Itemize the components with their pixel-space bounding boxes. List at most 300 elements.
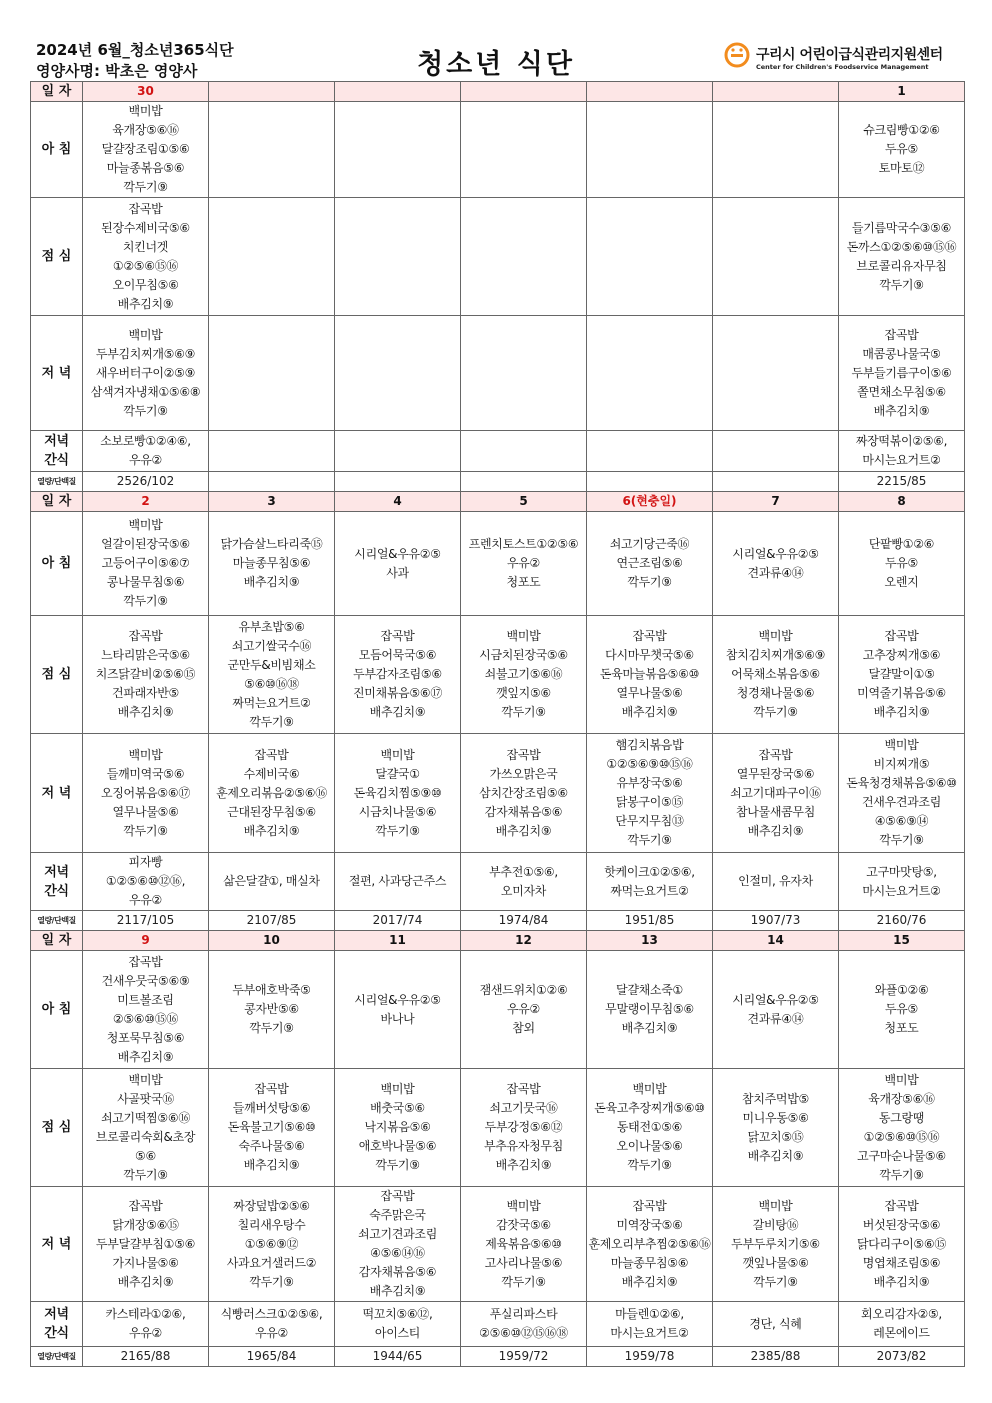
dinner-cell [335, 1187, 461, 1302]
menu-line: 무말랭이무침⑤⑥ [605, 1002, 694, 1016]
snack-cell [335, 853, 461, 911]
date-cell: 30 [83, 82, 209, 102]
dinner-cell [461, 734, 587, 853]
menu-line: 청포도 [506, 575, 541, 589]
dinner-cell [83, 316, 209, 431]
menu-line: 소보로빵①②④⑥, [100, 434, 191, 448]
menu-line: 건새우견과조림 [861, 795, 942, 809]
breakfast-cell [335, 951, 461, 1069]
kcal-cell: 1951/85 [587, 911, 713, 931]
menu-line: 돈육불고기⑤⑥⑩ [227, 1120, 316, 1134]
lunch-cell [461, 616, 587, 734]
menu-line: 깻잎지⑤⑥ [496, 686, 551, 700]
snack-cell [335, 431, 461, 472]
date-cell [713, 82, 839, 102]
breakfast-row [31, 102, 965, 198]
menu-line: 깍두기⑨ [501, 1274, 546, 1289]
menu-line: 백미밥 [632, 1082, 667, 1096]
menu-line: 견과류④⑭ [747, 1011, 804, 1026]
menu-line: 백미밥 [128, 1072, 163, 1087]
date-cell: 7 [713, 492, 839, 512]
kcal-cell: 1907/73 [713, 911, 839, 931]
menu-line: 고구마맛탕⑤, [866, 864, 937, 879]
menu-line: 잡곡밥 [128, 201, 163, 216]
menu-line: ④⑤⑥⑭⑯ [370, 1246, 425, 1260]
date-row [31, 82, 965, 102]
menu-line: 떡꼬치⑤⑥⑫, [362, 1307, 433, 1321]
snack-cell [587, 1302, 713, 1347]
breakfast-cell [209, 102, 335, 198]
snack-cell [209, 853, 335, 911]
menu-line: 청포묵무침⑤⑥ [106, 1030, 185, 1045]
menu-line: 참치주먹밥⑤ [742, 1091, 809, 1106]
lunch-cell [335, 1069, 461, 1187]
menu-line: 닭개장⑤⑥⑮ [112, 1217, 179, 1232]
dinner-cell [839, 316, 965, 431]
snack-cell [713, 853, 839, 911]
snack-cell [839, 853, 965, 911]
menu-line: 훈제오리부추찜②⑤⑥⑯ [588, 1236, 711, 1251]
center-name: 구리시 어린이급식관리지원센터 [756, 47, 943, 63]
lunch-row-label: 점 심 [31, 616, 83, 734]
breakfast-cell [209, 512, 335, 616]
dinner-row [31, 1187, 965, 1302]
menu-line: 부추전①⑤⑥, [489, 864, 558, 879]
menu-line: 잡곡밥 [884, 327, 919, 342]
dinner-row-label: 저 녁 [31, 316, 83, 431]
menu-line: 깍두기⑨ [627, 833, 672, 847]
menu-line: 백미밥 [380, 747, 415, 762]
menu-line: 고추장찌개⑤⑥ [862, 648, 941, 662]
menu-line: 배추김치⑨ [243, 823, 300, 838]
menu-line: 배추김치⑨ [117, 705, 174, 719]
menu-line: 백미밥 [758, 1198, 793, 1213]
menu-line: 배추김치⑨ [747, 823, 804, 838]
menu-line: 두부김치찌개⑤⑥⑨ [95, 346, 196, 361]
page-title: 청소년 식단 [417, 49, 575, 80]
menu-line: 유부초밥⑤⑥ [238, 619, 305, 634]
menu-line: 배추김치⑨ [495, 823, 552, 838]
kcal-cell: 2385/88 [713, 1347, 839, 1367]
breakfast-cell [713, 102, 839, 198]
kcal-cell: 2160/76 [839, 911, 965, 931]
menu-line: 식빵러스크①②⑤⑥, [220, 1307, 323, 1321]
menu-line: 달걀국① [375, 766, 420, 781]
menu-line: 미트볼조림 [117, 992, 174, 1007]
menu-line: ①⑤⑥⑨⑫ [244, 1236, 299, 1251]
dinner-cell [209, 316, 335, 431]
menu-line: 깍두기⑨ [627, 1158, 672, 1172]
menu-line: 닭다리구이⑤⑥⑮ [856, 1236, 947, 1251]
kcal-cell [335, 472, 461, 492]
menu-line: 잡곡밥 [506, 747, 541, 762]
menu-line: 깍두기⑨ [249, 1274, 294, 1289]
menu-line: 쇠고기뭇국⑯ [489, 1101, 558, 1115]
menu-line: 삼색겨자냉채①⑤⑥⑧ [90, 384, 201, 399]
lunch-cell [713, 616, 839, 734]
menu-line: 닭봉구이⑤⑮ [615, 795, 684, 809]
menu-line: 미니우동⑤⑥ [742, 1110, 809, 1125]
date-cell: 9 [83, 931, 209, 951]
lunch-cell [335, 198, 461, 316]
snack-cell [83, 1302, 209, 1347]
kcal-row-label: 열량/단백질 [31, 911, 83, 931]
snack-cell [839, 431, 965, 472]
breakfast-cell [461, 102, 587, 198]
menu-line: 배추김치⑨ [873, 705, 930, 719]
menu-line: 깍두기⑨ [753, 705, 798, 719]
menu-line: 짜장떡볶이②⑤⑥, [855, 434, 948, 448]
menu-line: 토마토⑫ [878, 161, 925, 175]
menu-line: 깍두기⑨ [123, 1167, 168, 1182]
menu-line: 고사리나물⑤⑥ [484, 1255, 563, 1270]
breakfast-cell [335, 102, 461, 198]
dinner-cell [209, 734, 335, 853]
snack-cell [461, 431, 587, 472]
menu-line: 프렌치토스트①②⑤⑥ [468, 537, 579, 551]
menu-line: 참나물새콤무침 [735, 804, 816, 819]
menu-line: 가지나물⑤⑥ [112, 1255, 179, 1270]
menu-line: 명엽채조림⑤⑥ [862, 1255, 941, 1270]
menu-line: 깍두기⑨ [249, 1021, 294, 1035]
breakfast-row-label: 아 침 [31, 512, 83, 616]
menu-line: 참치김치찌개⑤⑥⑨ [725, 648, 826, 662]
menu-line: 배추김치⑨ [117, 1049, 174, 1064]
dinner-cell [461, 316, 587, 431]
menu-line: 치즈닭갈비②⑤⑥⑮ [95, 667, 196, 681]
menu-line: 건파래자반⑤ [112, 686, 179, 700]
menu-line: 마시는요거트② [862, 453, 941, 467]
menu-line: 두부달걀부침①⑤⑥ [95, 1236, 196, 1251]
menu-line: 두유⑤ [884, 556, 919, 570]
snack-cell [713, 1302, 839, 1347]
breakfast-cell [713, 951, 839, 1069]
menu-line: 마시는요거트② [862, 883, 941, 898]
kcal-row [31, 472, 965, 492]
dinner-row-label: 저 녁 [31, 1187, 83, 1302]
date-cell [461, 82, 587, 102]
menu-line: 쇠고기떡찜⑤⑥⑯ [100, 1110, 191, 1125]
menu-line: 두부두루치기⑤⑥ [731, 1236, 820, 1251]
dinner-cell [713, 316, 839, 431]
menu-line: 배추김치⑨ [495, 1158, 552, 1172]
menu-line: 육개장⑤⑥⑯ [868, 1091, 935, 1106]
menu-line: 열무나물⑤⑥ [616, 686, 683, 700]
snack-cell [587, 853, 713, 911]
menu-line: 배추김치⑨ [243, 1158, 300, 1172]
lunch-row-label: 점 심 [31, 1069, 83, 1187]
lunch-cell [713, 198, 839, 316]
menu-line: 잡곡밥 [632, 1198, 667, 1213]
menu-line: 갈비탕⑯ [752, 1217, 799, 1232]
menu-line: 오이나물⑤⑥ [616, 1139, 683, 1153]
snack-row-label: 저녁 간식 [31, 431, 83, 472]
menu-line: 들깨미역국⑤⑥ [106, 766, 185, 781]
menu-line: 오이무침⑤⑥ [112, 277, 179, 292]
menu-line: 짜먹는요거트② [610, 883, 689, 898]
date-cell [587, 82, 713, 102]
menu-line: 우유② [128, 1326, 163, 1340]
breakfast-cell [587, 102, 713, 198]
menu-line: 쫄면채소무침⑤⑥ [857, 384, 946, 399]
menu-line: 배추김치⑨ [243, 575, 300, 589]
kcal-cell: 2107/85 [209, 911, 335, 931]
menu-line: 쇠고기쌀국수⑯ [231, 638, 312, 653]
menu-line: 배추김치⑨ [621, 1274, 678, 1289]
menu-line: 된장수제비국⑤⑥ [101, 220, 190, 235]
menu-line: 잡곡밥 [128, 954, 163, 969]
menu-line: 잡곡밥 [128, 1198, 163, 1213]
menu-line: 고구마순나물⑤⑥ [857, 1148, 946, 1163]
menu-line: 백미밥 [380, 1082, 415, 1096]
menu-line: 비지찌개⑤ [873, 757, 930, 771]
menu-line: 깻잎나물⑤⑥ [742, 1255, 809, 1270]
menu-line: 잡곡밥 [632, 629, 667, 643]
kcal-row-label: 열량/단백질 [31, 1347, 83, 1367]
lunch-cell [83, 198, 209, 316]
menu-line: 동그랑땡 [878, 1110, 925, 1125]
lunch-row-label: 점 심 [31, 198, 83, 316]
menu-line: 시금치나물⑤⑥ [358, 804, 437, 819]
lunch-cell [335, 616, 461, 734]
menu-line: 닭꼬치⑤⑮ [747, 1129, 804, 1144]
snack-cell [335, 1302, 461, 1347]
menu-line: 들기름막국수③⑤⑥ [851, 220, 952, 235]
menu-line: 브로콜리숙회&초장 [95, 1129, 196, 1144]
menu-line: 배춧국⑤⑥ [370, 1101, 425, 1115]
menu-line: 두부감자조림⑤⑥ [353, 667, 442, 681]
menu-line: 와플①②⑥ [874, 983, 929, 997]
menu-line: 마늘종무침⑤⑥ [232, 556, 311, 570]
kcal-cell [461, 472, 587, 492]
menu-line: 마늘종볶음⑤⑥ [106, 161, 185, 175]
kcal-row [31, 911, 965, 931]
menu-line: 치킨너겟 [122, 239, 169, 254]
snack-cell [587, 431, 713, 472]
menu-line: 두부강정⑤⑥⑫ [484, 1120, 563, 1134]
menu-line: 수제비국⑥ [243, 766, 300, 781]
menu-line: 훈제오리볶음②⑤⑥⑯ [216, 785, 327, 800]
center-subtitle: Center for Children's Foodservice Management [756, 63, 929, 71]
menu-line: 숙주나물⑤⑥ [238, 1139, 305, 1153]
lunch-cell [83, 1069, 209, 1187]
dinner-cell [587, 1187, 713, 1302]
menu-line: 깍두기⑨ [879, 833, 924, 847]
snack-cell [839, 1302, 965, 1347]
menu-line: 깍두기⑨ [879, 277, 924, 292]
breakfast-cell [461, 951, 587, 1069]
menu-line: 감잣국⑤⑥ [496, 1217, 551, 1232]
menu-line: 백미밥 [128, 327, 163, 342]
menu-line: 돈육김치찜⑤⑨⑩ [353, 785, 442, 800]
menu-line: 오징어볶음⑤⑥⑰ [100, 785, 191, 800]
menu-line: 단무지무침⑬ [615, 814, 684, 828]
menu-line: 감자채볶음⑤⑥ [358, 1265, 437, 1279]
menu-line: 건새우뭇국⑤⑥⑨ [101, 973, 190, 988]
menu-line: 배추김치⑨ [369, 705, 426, 719]
menu-line: 카스테라①②⑥, [105, 1307, 186, 1321]
breakfast-cell [461, 512, 587, 616]
dinner-row [31, 316, 965, 431]
menu-line: 청포도 [884, 1021, 919, 1035]
snack-cell [83, 853, 209, 911]
breakfast-cell [209, 951, 335, 1069]
menu-line: 칠리새우탕수 [237, 1217, 306, 1232]
breakfast-row-label: 아 침 [31, 102, 83, 198]
menu-line: 배추김치⑨ [117, 1274, 174, 1289]
menu-line: 돈육청경채볶음⑤⑥⑩ [846, 776, 957, 790]
center-logo [724, 42, 974, 76]
menu-line: ④⑤⑥⑨⑭ [874, 814, 929, 828]
dinner-cell [83, 1187, 209, 1302]
dinner-row [31, 734, 965, 853]
menu-line: 깍두기⑨ [123, 403, 168, 418]
menu-line: 유부장국⑤⑥ [616, 776, 683, 790]
dinner-cell [335, 316, 461, 431]
dinner-cell [587, 734, 713, 853]
menu-line: 깍두기⑨ [753, 1274, 798, 1289]
menu-line: 잡곡밥 [506, 1082, 541, 1096]
menu-line: 버섯된장국⑤⑥ [862, 1217, 941, 1232]
menu-line: 돈육마늘볶음⑤⑥⑩ [599, 667, 700, 681]
breakfast-cell [83, 102, 209, 198]
menu-line: 참외 [512, 1021, 535, 1035]
menu-line: 쇠고기대파구이⑯ [730, 785, 821, 800]
date-cell: 5 [461, 492, 587, 512]
menu-line: 열무된장국⑤⑥ [736, 766, 815, 781]
kcal-cell [587, 472, 713, 492]
menu-line: 깍두기⑨ [123, 594, 168, 608]
menu-line: 가쓰오맑은국 [489, 766, 558, 781]
menu-line: 시리얼&우유②⑤ [354, 546, 441, 561]
menu-line: 우유② [128, 893, 163, 907]
breakfast-cell [839, 512, 965, 616]
menu-line: 백미밥 [884, 1072, 919, 1087]
dinner-cell [209, 1187, 335, 1302]
kcal-cell: 2017/74 [335, 911, 461, 931]
menu-line: 삶은달걀①, 매실차 [223, 874, 320, 888]
kcal-cell: 1965/84 [209, 1347, 335, 1367]
date-cell: 13 [587, 931, 713, 951]
menu-line: 깍두기⑨ [123, 823, 168, 838]
menu-line: 배추김치⑨ [747, 1148, 804, 1163]
snack-cell [713, 431, 839, 472]
lunch-cell [587, 616, 713, 734]
date-cell: 11 [335, 931, 461, 951]
menu-line: 사과 [386, 565, 409, 580]
menu-line: 콩나물무침⑤⑥ [106, 575, 185, 589]
menu-line: ②⑤⑥⑩⑮⑯ [112, 1011, 179, 1026]
menu-line: 피자빵 [128, 855, 163, 869]
menu-line: 시리얼&우유②⑤ [732, 992, 819, 1007]
menu-line: 짜장덮밥②⑤⑥ [233, 1198, 310, 1213]
menu-line: 견과류④⑭ [747, 565, 804, 580]
breakfast-cell [713, 512, 839, 616]
lunch-row [31, 616, 965, 734]
snack-row-label: 저녁 간식 [31, 1302, 83, 1347]
menu-line: 백미밥 [884, 738, 919, 752]
menu-line: 백미밥 [506, 629, 541, 643]
date-cell [335, 82, 461, 102]
menu-line: 단팥빵①②⑥ [868, 537, 935, 551]
lunch-cell [83, 616, 209, 734]
menu-line: ①②⑤⑥⑨⑩⑮⑯ [606, 757, 693, 771]
menu-line: 백미밥 [128, 747, 163, 762]
breakfast-cell [587, 951, 713, 1069]
menu-line: 잡곡밥 [380, 629, 415, 643]
menu-line: 배추김치⑨ [369, 1284, 426, 1298]
menu-line: 깍두기⑨ [879, 1167, 924, 1182]
menu-line: 아이스티 [374, 1326, 421, 1340]
dinner-row-label: 저 녁 [31, 734, 83, 853]
menu-line: 잡곡밥 [254, 747, 289, 762]
dinner-cell [587, 316, 713, 431]
menu-line: 핫케이크①②⑤⑥, [604, 864, 695, 879]
menu-line: 얼갈이된장국⑤⑥ [101, 537, 190, 551]
lunch-cell [839, 198, 965, 316]
breakfast-row [31, 512, 965, 616]
menu-line: 백미밥 [506, 1198, 541, 1213]
menu-line: 모듬어묵국⑤⑥ [358, 648, 437, 662]
menu-line: 배추김치⑨ [873, 1274, 930, 1289]
kcal-cell: 2073/82 [839, 1347, 965, 1367]
date-cell: 6(현충일) [587, 492, 713, 512]
menu-line: 숙주맑은국 [369, 1208, 426, 1222]
lunch-cell [587, 1069, 713, 1187]
date-cell: 4 [335, 492, 461, 512]
menu-line: 들깨버섯탕⑤⑥ [232, 1101, 311, 1115]
snack-cell [461, 1302, 587, 1347]
menu-line: 쇠불고기⑤⑥⑯ [484, 667, 563, 681]
breakfast-row-label: 아 침 [31, 951, 83, 1069]
dinner-cell [83, 734, 209, 853]
snack-row [31, 853, 965, 911]
menu-line: 느타리맑은국⑤⑥ [101, 648, 190, 662]
menu-period-title: 2024년 6월_청소년365식단 [36, 41, 234, 59]
menu-line: 배추김치⑨ [621, 1021, 678, 1035]
menu-line: 달걀채소죽① [616, 983, 683, 997]
lunch-cell [461, 1069, 587, 1187]
menu-line: 마늘종무침⑤⑥ [610, 1255, 689, 1270]
menu-line: 두유⑤ [884, 1002, 919, 1016]
menu-line: 오미자차 [500, 883, 547, 898]
menu-line: 새우버터구이②⑤⑨ [95, 365, 196, 380]
menu-line: 삼치간장조림⑤⑥ [479, 785, 568, 800]
date-row-label: 일 자 [31, 492, 83, 512]
menu-line: 감자채볶음⑤⑥ [484, 804, 563, 819]
menu-line: 두부애호박죽⑤ [232, 983, 311, 997]
kcal-cell [713, 472, 839, 492]
menu-line: 사골팟국⑯ [117, 1091, 174, 1106]
menu-line: ⑤⑥⑩⑯⑱ [244, 676, 299, 691]
menu-line: 백미밥 [758, 629, 793, 643]
breakfast-cell [839, 102, 965, 198]
menu-line: 낙지볶음⑤⑥ [364, 1120, 431, 1134]
menu-line: 우유② [506, 1002, 541, 1016]
menu-line: 깍두기⑨ [123, 180, 168, 194]
menu-line: 바나나 [380, 1011, 415, 1026]
dinner-cell [713, 734, 839, 853]
menu-line: 배추김치⑨ [873, 403, 930, 418]
menu-line: ①②⑤⑥⑩⑫⑯, [105, 874, 186, 888]
menu-line: 제육볶음⑤⑥⑩ [485, 1236, 562, 1251]
menu-line: 육개장⑤⑥⑯ [112, 123, 179, 137]
breakfast-cell [587, 512, 713, 616]
menu-line: 햄김치볶음밥 [615, 738, 684, 752]
menu-line: 깍두기⑨ [627, 575, 672, 589]
date-cell: 12 [461, 931, 587, 951]
menu-line: ⑤⑥ [135, 1148, 156, 1163]
